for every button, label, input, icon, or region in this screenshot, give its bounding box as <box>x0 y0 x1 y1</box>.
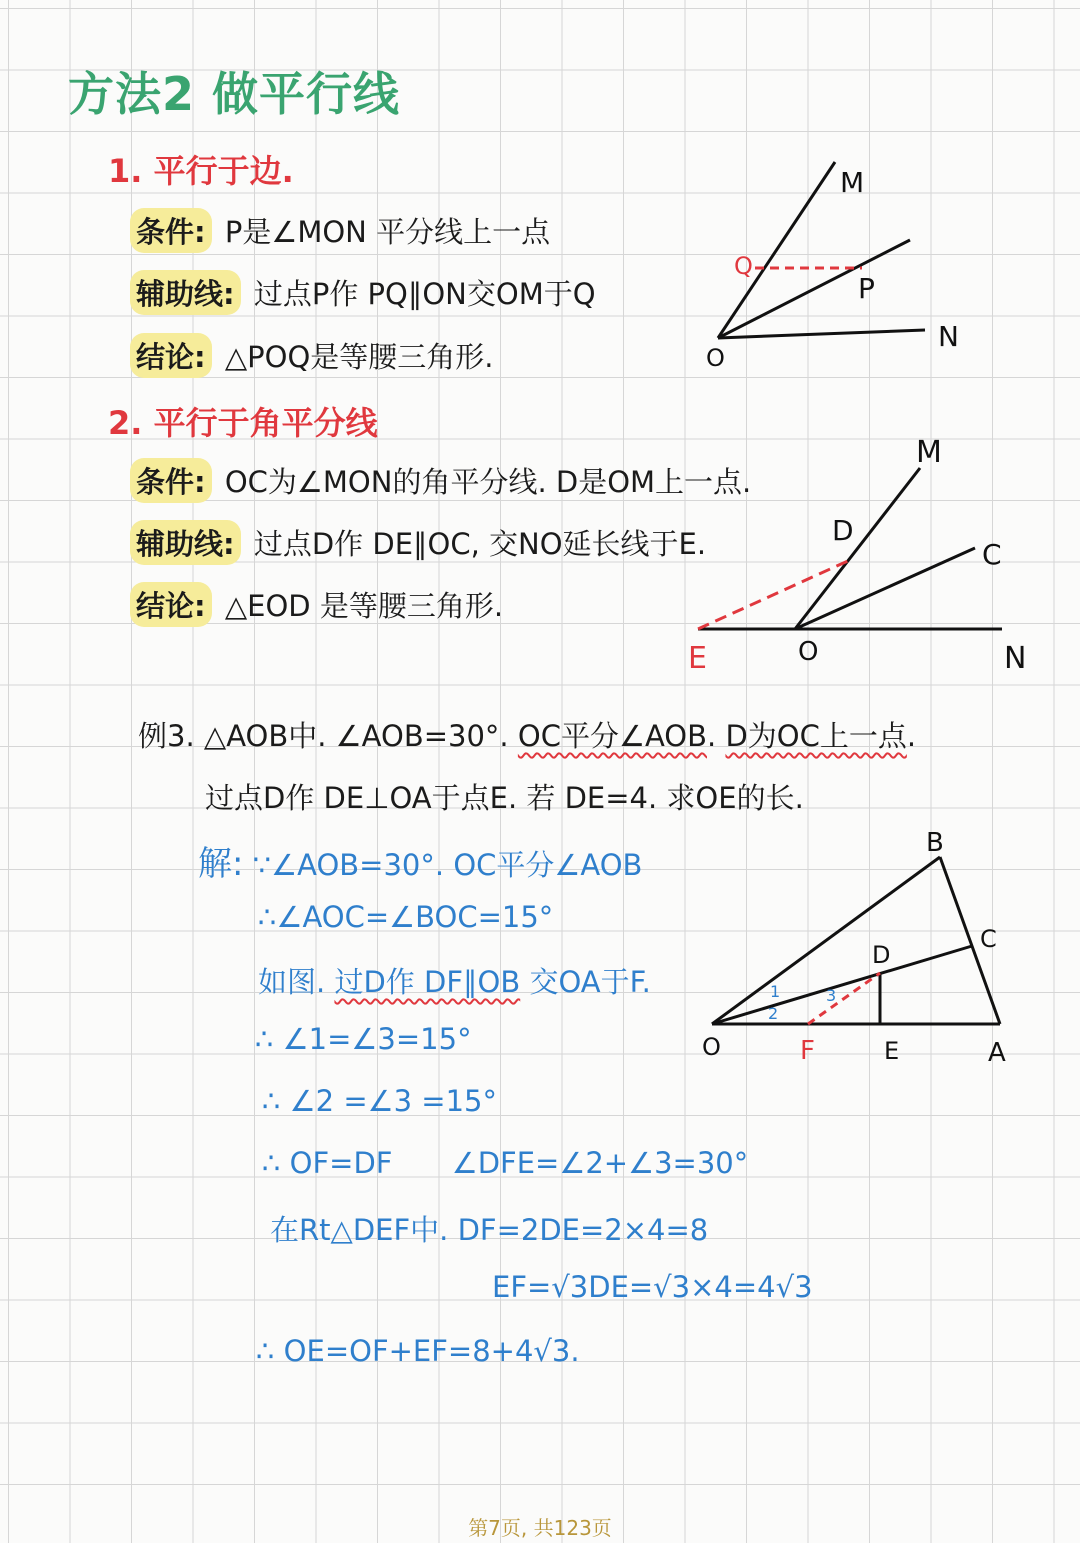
condition-text: P是∠MON 平分线上一点 <box>224 215 551 249</box>
angle-2: 2 <box>768 1004 779 1023</box>
section2-condition <box>130 458 751 503</box>
label-e: E <box>688 641 707 676</box>
example-text-d: D为OC上一点 <box>725 719 907 753</box>
label-f: F <box>800 1036 815 1066</box>
solution-s3c: 交OA于F. <box>529 965 651 999</box>
line-df <box>808 973 880 1024</box>
solution-s3a: 如图. <box>258 965 326 999</box>
solution-s3b: 过D作 DF∥OB <box>334 965 521 999</box>
example-text-e: . <box>906 719 917 753</box>
line-oc <box>712 946 972 1024</box>
ray-om <box>795 468 920 629</box>
ray-oc <box>795 548 975 629</box>
conclusion-label: 结论: <box>130 333 212 378</box>
page-footer: 第7页, 共123页 <box>468 1516 612 1540</box>
solution-line-9: ∴ OE=OF+EF=8+4√3. <box>256 1334 580 1368</box>
label-o: O <box>706 344 725 372</box>
solution-line-1 <box>198 836 642 885</box>
label-p: P <box>858 272 875 305</box>
section2-heading: 2. 平行于角平分线 <box>108 404 378 442</box>
angle-3: 3 <box>826 986 837 1005</box>
label-m: M <box>840 166 865 199</box>
section1-condition <box>130 208 550 253</box>
solution-line-7: 在Rt△DEF中. DF=2DE=2×4=8 <box>270 1213 709 1247</box>
label-m: M <box>916 435 942 470</box>
aux-text: 过点P作 PQ∥ON交OM于Q <box>253 277 596 311</box>
example-text-b: OC平分∠AOB <box>517 719 707 753</box>
conclusion-text: △EOD 是等腰三角形. <box>224 589 504 623</box>
section1-heading: 1. 平行于边. <box>108 152 294 190</box>
label-n: N <box>938 320 959 353</box>
figure-1 <box>690 150 990 380</box>
example-line-2: 过点D作 DE⊥OA于点E. 若 DE=4. 求OE的长. <box>205 781 804 815</box>
label-c: C <box>982 538 1002 571</box>
label-o: O <box>702 1033 721 1061</box>
condition-label: 条件: <box>130 208 212 253</box>
aux-label: 辅助线: <box>130 270 241 315</box>
solution-line-8: EF=√3DE=√3×4=4√3 <box>492 1270 813 1304</box>
angle-1: 1 <box>770 982 781 1001</box>
condition-label: 条件: <box>130 458 212 503</box>
label-a: A <box>988 1038 1006 1068</box>
solution-line-4: ∴ ∠1=∠3=15° <box>255 1022 472 1056</box>
ray-on <box>718 330 925 338</box>
figure-3 <box>690 815 1050 1075</box>
condition-text: OC为∠MON的角平分线. D是OM上一点. <box>224 465 752 499</box>
solution-line-3 <box>258 960 651 1001</box>
example-text-a: △AOB中. ∠AOB=30°. <box>203 719 509 753</box>
section2-aux <box>130 520 706 565</box>
label-q: Q <box>734 252 753 280</box>
solution-line-5: ∴ ∠2 =∠3 =15° <box>262 1084 498 1118</box>
section1-aux <box>130 270 596 315</box>
label-o: O <box>798 637 819 667</box>
conclusion-text: △POQ是等腰三角形. <box>224 340 494 374</box>
label-d: D <box>872 941 891 969</box>
solution-label: 解: <box>198 844 244 884</box>
figure-2 <box>680 420 1050 685</box>
solution-s1: ∵∠AOB=30°. OC平分∠AOB <box>252 848 643 882</box>
solution-line-2: ∴∠AOC=∠BOC=15° <box>258 900 554 934</box>
label-b: B <box>926 828 944 858</box>
example-line-1 <box>138 714 916 755</box>
page-title: 方法2 做平行线 <box>68 67 401 121</box>
conclusion-label: 结论: <box>130 582 212 627</box>
solution-s6a: ∴ OF=DF <box>262 1146 393 1180</box>
solution-s6b: ∠DFE=∠2+∠3=30° <box>451 1146 749 1180</box>
label-c: C <box>980 925 997 953</box>
solution-line-6 <box>262 1146 748 1180</box>
example-text-c: . <box>707 719 717 753</box>
label-e: E <box>884 1037 900 1065</box>
section2-conclusion <box>130 582 503 627</box>
aux-label: 辅助线: <box>130 520 241 565</box>
example-label: 例3. <box>138 719 195 753</box>
line-de <box>698 560 850 629</box>
label-d: D <box>832 514 854 547</box>
ray-om <box>718 162 835 338</box>
aux-text: 过点D作 DE∥OC, 交NO延长线于E. <box>253 527 707 561</box>
section1-conclusion <box>130 333 494 378</box>
label-n: N <box>1004 641 1027 676</box>
